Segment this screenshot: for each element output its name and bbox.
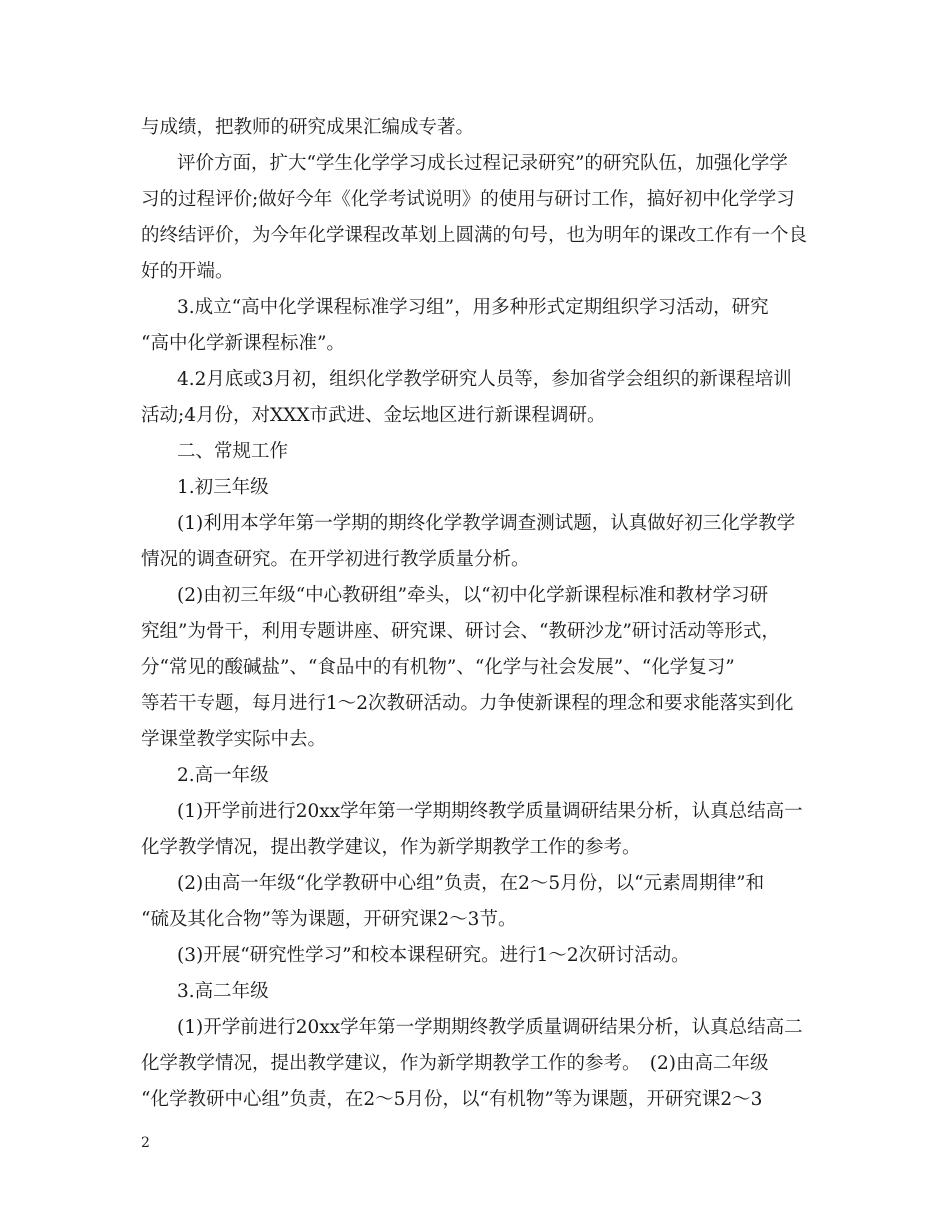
text-line	[0, 399, 950, 433]
text-content: 究组”为骨干，利用专题讲座、研究课、研讨会、“教研沙龙”研讨活动等形式，	[141, 621, 780, 642]
text-content: (1)开学前进行20xx学年第一学期期终教学质量调研结果分析，认真总结高二	[177, 1017, 803, 1038]
text-content: (1)开学前进行20xx学年第一学期期终教学质量调研结果分析，认真总结高一	[177, 801, 803, 822]
text-content: 分“常见的酸碱盐”、“食品中的有机物”、“化学与社会发展”、“化学复习”	[141, 657, 735, 678]
text-line	[0, 1047, 950, 1081]
subsection-heading	[0, 471, 950, 505]
text-content: (1)利用本学年第一学期的期终化学教学调查测试题，认真做好初三化学教学	[177, 513, 796, 534]
section-heading	[0, 435, 950, 469]
text-content: 等若干专题，每月进行1～2次教研活动。力争使新课程的理念和要求能落实到化	[141, 693, 794, 714]
text-content: (2)由高一年级“化学教研中心组”负责，在2～5月份，以“元素周期律”和	[177, 873, 765, 894]
text-content: 3.高二年级	[177, 981, 269, 1002]
text-line	[0, 363, 950, 397]
text-line	[0, 687, 950, 721]
text-line	[0, 507, 950, 541]
text-content: 学课堂教学实际中去。	[141, 729, 327, 750]
text-content: 活动;4月份，对XXX市武进、金坛地区进行新课程调研。	[141, 405, 606, 426]
subsection-heading	[0, 975, 950, 1009]
text-line	[0, 579, 950, 613]
text-line	[0, 543, 950, 577]
text-content: 与成绩，把教师的研究成果汇编成专著。	[141, 117, 475, 138]
text-line	[0, 111, 950, 145]
text-line	[0, 291, 950, 325]
text-content: “高中化学新课程标准”。	[141, 333, 345, 354]
text-line	[0, 1083, 950, 1117]
text-content: 好的开端。	[141, 261, 234, 282]
text-line	[0, 219, 950, 253]
text-content: 化学教学情况，提出教学建议，作为新学期教学工作的参考。 (2)由高二年级	[141, 1053, 769, 1074]
text-content: “化学教研中心组”负责，在2～5月份，以“有机物”等为课题，开研究课2～3	[141, 1089, 763, 1110]
text-line	[0, 903, 950, 937]
text-content: 情况的调查研究。在开学初进行教学质量分析。	[141, 549, 530, 570]
text-line	[0, 651, 950, 685]
text-content: 的终结评价，为今年化学课程改革划上圆满的句号，也为明年的课改工作有一个良	[141, 225, 808, 246]
text-line	[0, 867, 950, 901]
text-line	[0, 327, 950, 361]
text-line	[0, 1011, 950, 1045]
text-line	[0, 723, 950, 757]
text-content: 1.初三年级	[177, 477, 269, 498]
text-content: 2.高一年级	[177, 765, 269, 786]
text-content: 化学教学情况，提出教学建议，作为新学期教学工作的参考。	[141, 837, 641, 858]
text-line	[0, 795, 950, 829]
text-line	[0, 831, 950, 865]
text-content: 评价方面，扩大“学生化学学习成长过程记录研究”的研究队伍，加强化学学	[177, 153, 788, 174]
text-content: (3)开展“研究性学习”和校本课程研究。进行1～2次研讨活动。	[177, 945, 690, 966]
text-content: 3.成立“高中化学课程标准学习组”，用多种形式定期组织学习活动，研究	[177, 297, 769, 318]
text-content: 二、常规工作	[177, 441, 289, 462]
text-line	[0, 255, 950, 289]
text-line	[0, 183, 950, 217]
subsection-heading	[0, 759, 950, 793]
text-content: (2)由初三年级“中心教研组”牵头，以“初中化学新课程标准和教材学习研	[177, 585, 769, 606]
text-content: “硫及其化合物”等为课题，开研究课2～3节。	[141, 909, 517, 930]
text-line	[0, 939, 950, 973]
text-line	[0, 147, 950, 181]
text-line	[0, 615, 950, 649]
text-content: 4.2月底或3月初，组织化学教学研究人员等，参加省学会组织的新课程培训	[177, 369, 792, 390]
text-content: 习的过程评价;做好今年《化学考试说明》的使用与研讨工作，搞好初中化学学习	[141, 189, 795, 210]
page-number: 2	[141, 1135, 150, 1151]
